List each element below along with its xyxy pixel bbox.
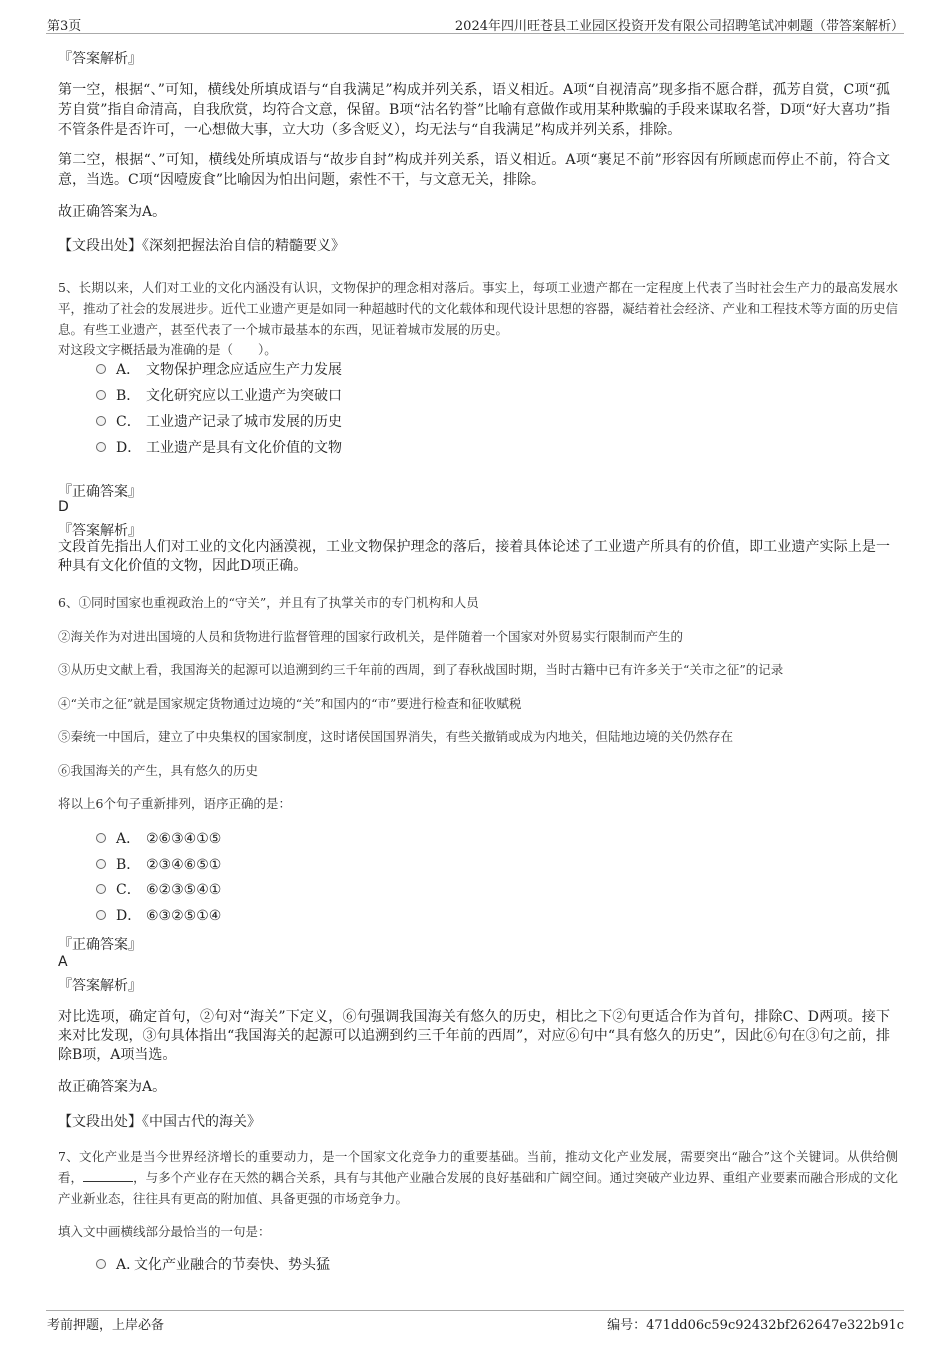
footer-divider xyxy=(46,1310,904,1311)
radio-icon[interactable] xyxy=(96,442,106,452)
q6-option-d[interactable]: D． ⑥③②⑤①④ xyxy=(96,905,221,927)
q6-sentence-4: ④“关市之征”就是国家规定货物通过边境的“关”和国内的“市”要进行检查和征收赋税 xyxy=(58,696,522,711)
q6-option-a[interactable]: A． ②⑥③④①⑤ xyxy=(96,828,221,850)
document-title: 2024年四川旺苍县工业园区投资开发有限公司招聘笔试冲刺题（带答案解析） xyxy=(454,19,904,34)
q6-answer: A xyxy=(58,954,68,970)
q6-sentence-6: ⑥我国海关的产生，具有悠久的历史 xyxy=(58,763,259,778)
fill-blank xyxy=(83,1169,133,1182)
q6-option-c[interactable]: C． ⑥②③⑤④① xyxy=(96,879,221,901)
q5-option-b[interactable]: B． 文化研究应以工业遗产为突破口 xyxy=(96,385,342,407)
q6-sentence-3: ③从历史文献上看，我国海关的起源可以追溯到约三千年前的西周，到了春秋战国时期，当时古籍中已有许多关于“关市之征”的记录 xyxy=(58,662,784,677)
q5-question: 对这段文字概括最为准确的是（ ）。 xyxy=(58,342,277,357)
header-divider xyxy=(46,33,904,34)
radio-icon[interactable] xyxy=(96,416,106,426)
q4-analysis-para2: 第二空，根据“、”可知，横线处所填成语与“故步自封”构成并列关系，语义相近。A项“裹足不前”形容因有所顾虑而停止不前，符合文意，当选。C项“因噎废食”比喻因为怕出问题，索性不干，与文意无关，排除。 xyxy=(58,152,890,188)
q6-answer-label: 『正确答案』 xyxy=(58,937,142,953)
q5-answer: D xyxy=(58,499,69,515)
radio-icon[interactable] xyxy=(96,884,106,894)
q7-question: 填入文中画横线部分最恰当的一句是： xyxy=(58,1224,271,1239)
document-code: 编号：471dd06c59c92432bf262647e322b91c xyxy=(607,1318,904,1333)
radio-icon[interactable] xyxy=(96,390,106,400)
q5-analysis-label: 『答案解析』 xyxy=(58,523,142,539)
q6-sentence-1: 6、①同时国家也重视政治上的“守关”，并且有了执掌关市的专门机构和人员 xyxy=(58,595,479,610)
radio-icon[interactable] xyxy=(96,833,106,843)
q6-option-b[interactable]: B． ②③④⑥⑤① xyxy=(96,854,221,876)
page-number: 第3页 xyxy=(47,19,82,34)
q5-answer-label: 『正确答案』 xyxy=(58,484,142,500)
q4-source: 【文段出处】《深刻把握法治自信的精髓要义》 xyxy=(58,238,345,254)
q6-analysis: 对比选项，确定首句，②句对“海关”下定义，⑥句强调我国海关有悠久的历史，相比之下②句更适合作为首句，排除C、D两项。接下来对比发现，③句具体指出“我国海关的起源可以追溯到约三千年前的西周”，对应⑥句中“具有悠久的历史”，因此⑥句在③句之前，排除B项，A项当选。 xyxy=(58,1009,890,1063)
q4-analysis-label: 『答案解析』 xyxy=(58,51,142,67)
q6-analysis-label: 『答案解析』 xyxy=(58,978,142,994)
radio-icon[interactable] xyxy=(96,910,106,920)
q6-source: 【文段出处】《中国古代的海关》 xyxy=(58,1114,261,1130)
q5-analysis: 文段首先指出人们对工业的文化内涵漠视，工业文物保护理念的落后，接着具体论述了工业遗产所具有的价值，即工业遗产实际上是一种具有文化价值的文物，因此D项正确。 xyxy=(58,539,890,574)
q7-stem: 7、文化产业是当今世界经济增长的重要动力，是一个国家文化竞争力的重要基础。当前，推动文化产业发展，需要突出“融合”这个关键词。从供给侧看， ，与多个产业存在天然的耦合关系，具有与其他产业融合发展的良好基础和广阔空间。通过突破产业边界、重组产业要素而融合形成的文化产业新业态，往往具有更高的附加值、具备更强的市场竞争力。 xyxy=(58,1149,898,1206)
radio-icon[interactable] xyxy=(96,364,106,374)
q6-question: 将以上6个句子重新排列，语序正确的是： xyxy=(58,796,291,811)
q5-stem: 5、长期以来，人们对工业的文化内涵没有认识，文物保护的理念相对落后。事实上，每项工业遗产都在一定程度上代表了当时社会生产力的最高发展水平，推动了社会的发展进步。近代工业遗产更是如同一种超越时代的文化载体和现代设计思想的容器，凝结着社会经济、产业和工程技术等方面的历史信息。有些工业遗产，甚至代表了一个城市最基本的东西，见证着城市发展的历史。 xyxy=(58,280,898,337)
q6-sentence-2: ②海关作为对进出国境的人员和货物进行监督管理的国家行政机关，是伴随着一个国家对外贸易实行限制而产生的 xyxy=(58,629,684,644)
q5-option-c[interactable]: C． 工业遗产记录了城市发展的历史 xyxy=(96,411,342,433)
page-header xyxy=(0,0,950,36)
q6-sentence-5: ⑤秦统一中国后，建立了中央集权的国家制度，这时诸侯国国界消失，有些关撤销或成为内地关，但陆地边境的关仍然存在 xyxy=(58,729,734,744)
q6-conclusion: 故正确答案为A。 xyxy=(58,1079,167,1095)
q5-option-a[interactable]: A． 文物保护理念应适应生产力发展 xyxy=(96,359,342,381)
radio-icon[interactable] xyxy=(96,1259,106,1269)
q4-conclusion: 故正确答案为A。 xyxy=(58,204,167,220)
q7-option-a[interactable]: A．文化产业融合的节奏快、势头猛 xyxy=(96,1254,330,1276)
q5-option-d[interactable]: D． 工业遗产是具有文化价值的文物 xyxy=(96,437,342,459)
footer-slogan: 考前押题，上岸必备 xyxy=(47,1318,165,1333)
q4-analysis-para1: 第一空，根据“、”可知，横线处所填成语与“自我满足”构成并列关系，语义相近。A项“自视清高”现多指不愿合群，孤芳自赏，C项“孤芳自赏”指自命清高，自我欣赏，均符合文意，保留。B项“沽名钓誉”比喻有意做作或用某种欺骗的手段来谋取名誉，D项“好大喜功”指不管条件是否许可，一心想做大事，立大功（多含贬义），均无法与“自我满足”构成并列关系，排除。 xyxy=(58,82,890,138)
radio-icon[interactable] xyxy=(96,859,106,869)
